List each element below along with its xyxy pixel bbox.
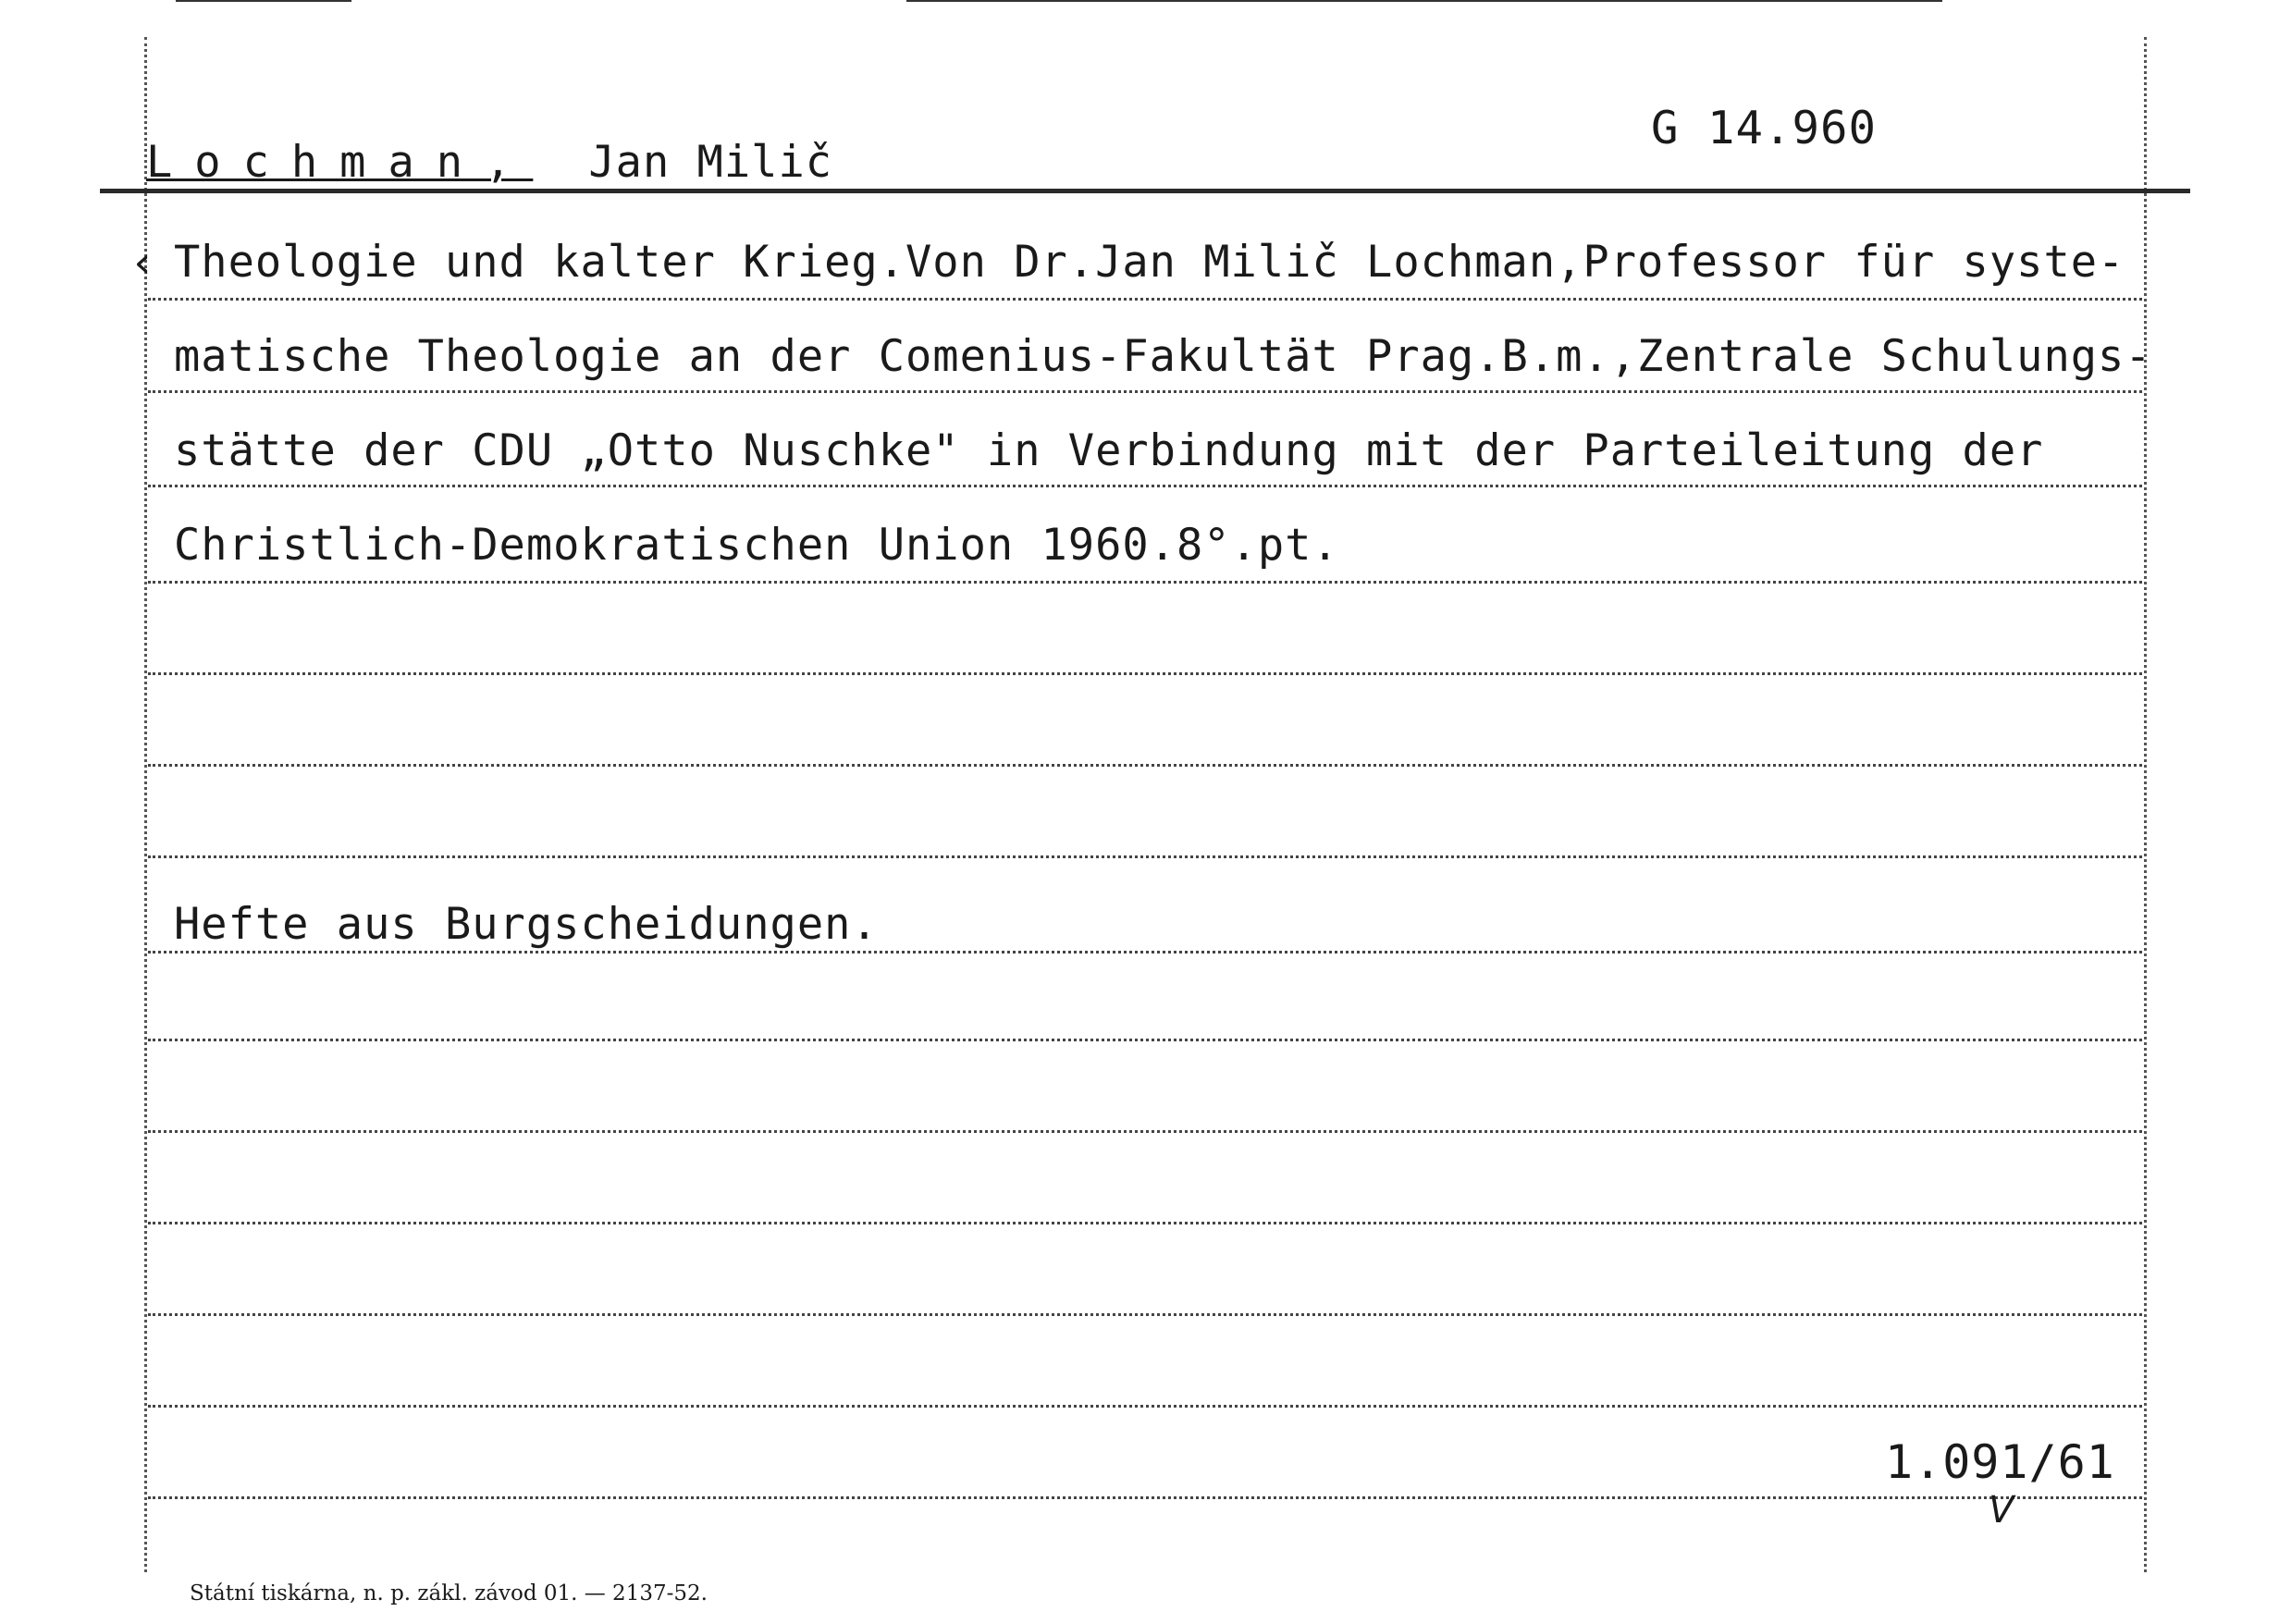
accession-number: 1.091/61: [1885, 1435, 2115, 1489]
ruled-line: [148, 581, 2142, 584]
description-line-2: matische Theologie an der Comenius-Fakultät Prag.B.m.,Zentrale Schulungs-: [174, 331, 2152, 382]
description-line-3: stätte der CDU „Otto Nuschke" in Verbindung mit der Parteileitung der: [174, 425, 2044, 476]
top-edge-rule: [176, 0, 351, 2]
author-heading: [146, 137, 832, 188]
description-line-4: Christlich-Demokratischen Union 1960.8°.pt.: [174, 520, 1339, 571]
ruled-line: [148, 1496, 2142, 1499]
ruled-line: [148, 485, 2142, 487]
ruled-line: [148, 298, 2142, 301]
ruled-line: [148, 390, 2142, 393]
ruled-line: [148, 855, 2142, 858]
shelfmark: G 14.960: [1651, 102, 1878, 154]
ruled-line: [148, 1405, 2142, 1408]
author-given-names: Jan Milič: [588, 137, 833, 188]
ruled-line: [148, 1039, 2142, 1041]
heading-rule: [100, 189, 2190, 193]
right-margin-border: [2144, 37, 2147, 1572]
description-line-1: Theologie und kalter Krieg.Von Dr.Jan Milič Lochman,Professor für syste-: [174, 237, 2125, 288]
ruled-line: [148, 1130, 2142, 1133]
correction-mark: V: [1989, 1489, 2014, 1532]
ruled-line: [148, 764, 2142, 767]
ruled-line: [148, 1313, 2142, 1316]
bracket-mark: ‹: [129, 237, 156, 289]
ruled-line: [148, 672, 2142, 675]
author-surname: Lochman,: [146, 137, 534, 188]
printer-imprint: Státní tiskárna, n. p. zákl. závod 01. — 2137-52.: [190, 1581, 708, 1606]
series-note: Hefte aus Burgscheidungen.: [174, 899, 879, 950]
ruled-line: [148, 1222, 2142, 1224]
ruled-line: [148, 951, 2142, 953]
top-edge-rule: [906, 0, 1942, 2]
